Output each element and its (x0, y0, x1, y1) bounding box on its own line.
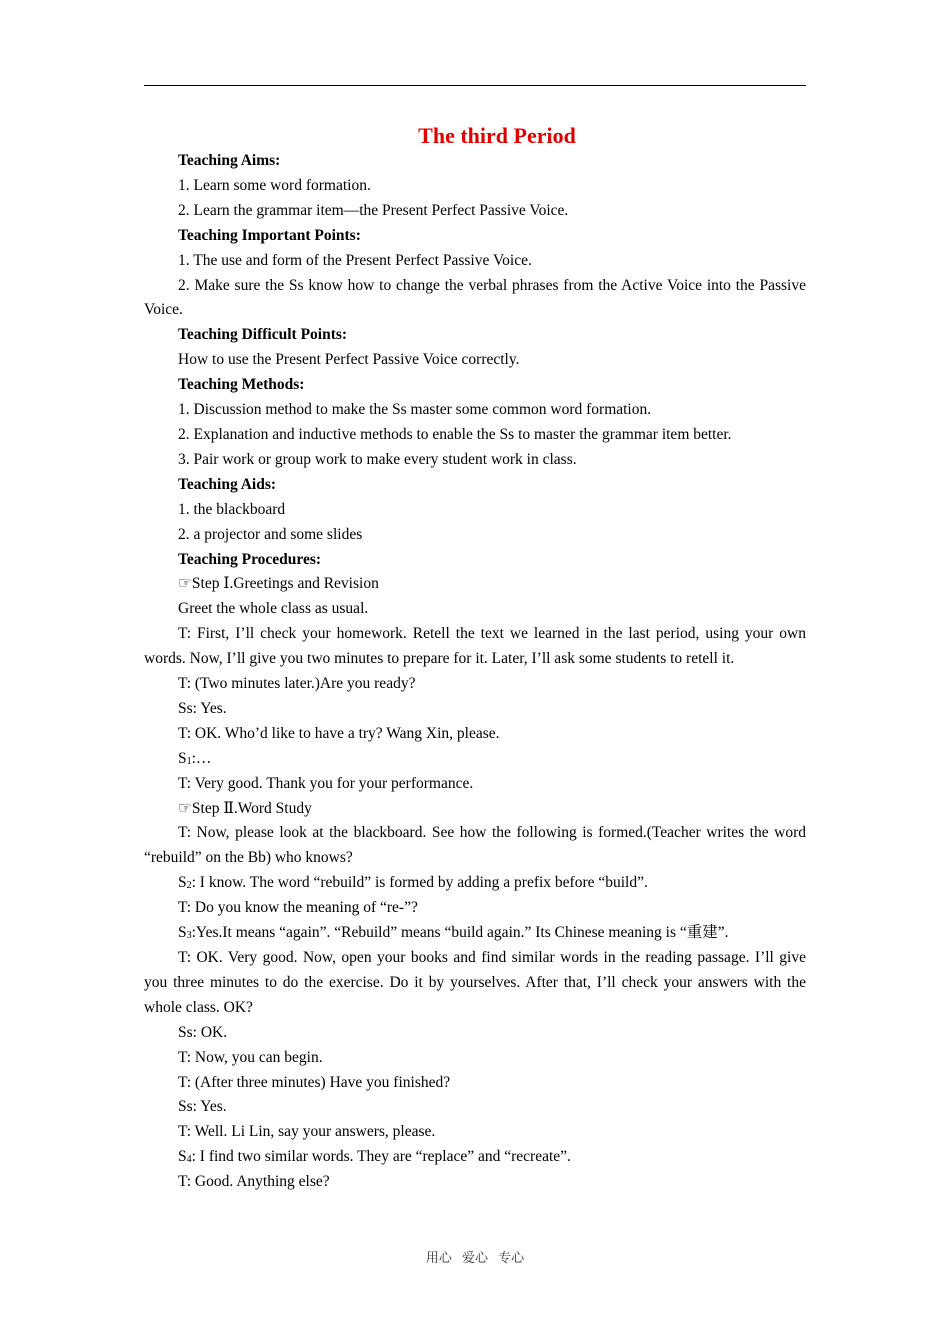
dialogue-line-s4 (144, 1145, 806, 1170)
dialogue-line-s3 (144, 921, 806, 946)
header-rule (144, 85, 806, 86)
dialogue-line: T: Well. Li Lin, say your answers, please. (178, 1123, 436, 1141)
speaker-number: 2 (186, 880, 192, 892)
dialogue-line: Greet the whole class as usual. (178, 600, 369, 618)
dialogue-line: T: (Two minutes later.)Are you ready? (178, 675, 416, 693)
aids-heading: Teaching Aids: (178, 475, 277, 493)
dialogue-line: T: OK. Who’d like to have a try? Wang Xin, please. (178, 724, 500, 742)
dialogue-line: Ss: Yes. (178, 1098, 227, 1116)
important-point-item: 1. The use and form of the Present Perfect Passive Voice. (178, 251, 532, 269)
page-title: The third Period (418, 123, 576, 148)
method-item: 3. Pair work or group work to make every student work in class. (178, 450, 577, 468)
speech: :… (191, 749, 212, 767)
aims-item: 1. Learn some word formation. (178, 176, 371, 194)
speaker: S (178, 749, 187, 767)
dialogue-line: T: OK. Very good. Now, open your books and find similar words in the reading passage. I’ll give you three minutes to do the exercise. Do it by yourselves. After that, I’ll check your answers with the whole class. OK? (144, 949, 806, 1016)
dialogue-line-s2 (144, 871, 806, 896)
dialogue-line: Ss: OK. (178, 1023, 228, 1041)
dialogue-line: T: Now, you can begin. (178, 1048, 323, 1066)
speaker: S (178, 1148, 187, 1166)
speech: :Yes.It means “again”. “Rebuild” means “build again.” Its Chinese meaning is “重建”. (191, 924, 729, 942)
speaker: S (178, 924, 187, 942)
document-body (144, 149, 806, 1195)
dialogue-line: Ss: Yes. (178, 699, 227, 717)
speaker-number: 4 (186, 1154, 192, 1166)
dialogue-line: T: Very good. Thank you for your performance. (178, 774, 474, 792)
aid-item: 1. the blackboard (178, 500, 286, 518)
important-point-item: 2. Make sure the Ss know how to change the verbal phrases from the Active Voice into the Passive Voice. (144, 276, 806, 319)
dialogue-line: T: Do you know the meaning of “re-”? (178, 899, 418, 917)
speaker: S (178, 874, 187, 892)
speech: : I find two similar words. They are “replace” and “recreate”. (191, 1148, 571, 1166)
speaker-number: 3 (186, 930, 192, 942)
procedures-heading: Teaching Procedures: (178, 550, 322, 568)
aid-item: 2. a projector and some slides (178, 525, 363, 543)
dialogue-line: T: Now, please look at the blackboard. See how the following is formed.(Teacher writes the word “rebuild” on the Bb) who knows? (144, 824, 806, 867)
important-points-heading: Teaching Important Points: (178, 226, 361, 244)
speech: : I know. The word “rebuild” is formed by adding a prefix before “build”. (191, 874, 648, 892)
aims-item: 2. Learn the grammar item—the Present Perfect Passive Voice. (178, 201, 569, 219)
dialogue-line-s1 (144, 747, 806, 772)
dialogue-line: T: Good. Anything else? (178, 1173, 330, 1191)
step-heading: ☞Step Ⅰ.Greetings and Revision (178, 575, 379, 593)
methods-heading: Teaching Methods: (178, 376, 305, 394)
step-heading: ☞Step Ⅱ.Word Study (178, 799, 312, 817)
difficult-point-item: How to use the Present Perfect Passive Voice correctly. (178, 351, 520, 369)
method-item: 2. Explanation and inductive methods to enable the Ss to master the grammar item better. (178, 425, 732, 443)
dialogue-line: T: First, I’ll check your homework. Retell the text we learned in the last period, using your own words. Now, I’ll give you two minutes to prepare for it. Later, I’ll ask some students to retell it. (144, 625, 806, 668)
difficult-points-heading: Teaching Difficult Points: (178, 326, 348, 344)
dialogue-line: T: (After three minutes) Have you finished? (178, 1073, 451, 1091)
aims-heading: Teaching Aims: (178, 152, 281, 169)
method-item: 1. Discussion method to make the Ss master some common word formation. (178, 401, 652, 419)
speaker-number: 1 (186, 755, 192, 767)
page-footer: 用心 爱心 专心 (425, 1251, 525, 1266)
